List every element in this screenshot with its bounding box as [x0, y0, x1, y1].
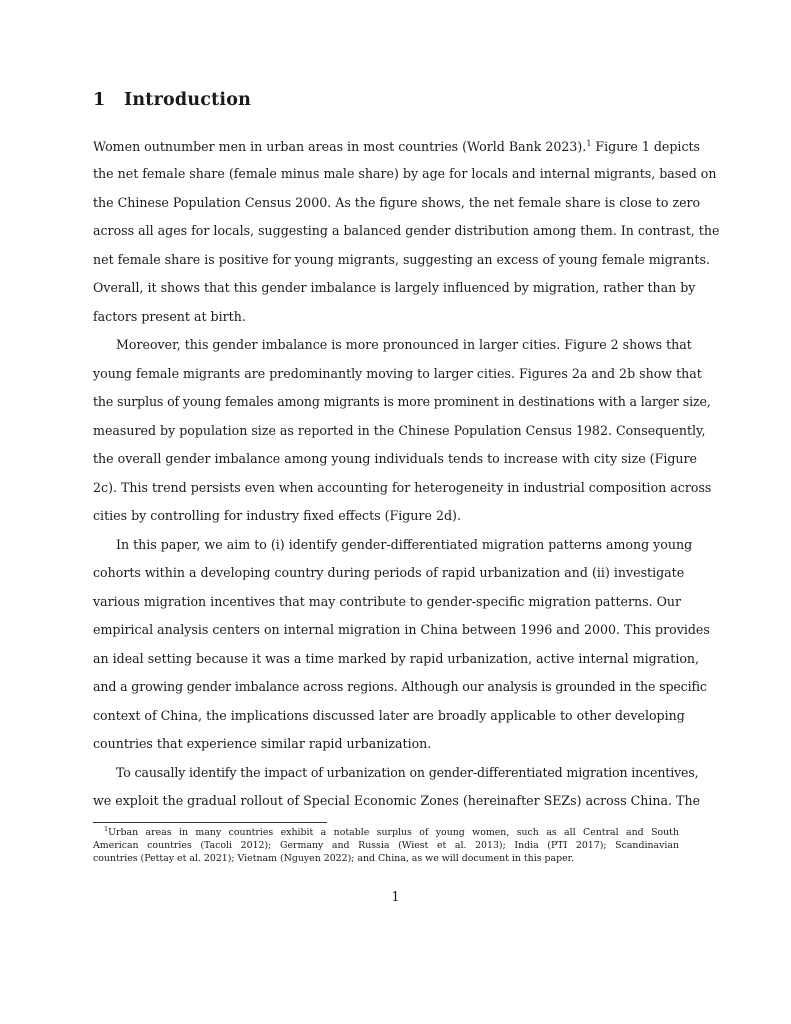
page-number: 1 — [391, 889, 400, 904]
paragraph-3-line-3: various migration incentives that may contribute to gender-specific migration patterns. Our — [93, 594, 682, 609]
paragraph-2-line-2: young female migrants are predominantly moving to larger cities. Figures 2a and 2b show that — [93, 366, 702, 381]
footnote-ref: 1 — [586, 139, 592, 148]
paragraph-2-line-7: cities by controlling for industry fixed effects (Figure 2d). — [93, 508, 461, 523]
paragraph-1-line-1-text-a: Women outnumber men in urban areas in most countries (World Bank 2023). — [93, 139, 587, 154]
paragraph-3-line-2: cohorts within a developing country during periods of rapid urbanization and (ii) investigate — [93, 565, 685, 580]
paragraph-1-line-4: across all ages for locals, suggesting a balanced gender distribution among them. In contrast, the — [93, 223, 720, 238]
paragraph-1-line-1 — [93, 139, 701, 155]
footnote-line-1-text: Urban areas in many countries exhibit a notable surplus of young women, such as all Central and South — [108, 827, 679, 838]
paragraph-3-line-6: and a growing gender imbalance across regions. Although our analysis is grounded in the specific — [93, 679, 707, 694]
paragraph-2-line-4: measured by population size as reported in the Chinese Population Census 1982. Consequently, — [93, 423, 706, 438]
paragraph-1-line-2: the net female share (female minus male share) by age for locals and internal migrants, based on — [93, 166, 717, 181]
paragraph-3-line-1: In this paper, we aim to (i) identify gender-differentiated migration patterns among young — [116, 537, 693, 552]
paragraph-1-line-7: factors present at birth. — [93, 309, 246, 324]
paragraph-3-line-7: context of China, the implications discussed later are broadly applicable to other developing — [93, 708, 685, 723]
section-title: Introduction — [124, 90, 252, 110]
paragraph-1-line-6: Overall, it shows that this gender imbalance is largely influenced by migration, rather than by — [93, 280, 696, 295]
footnote-line-3: countries (Pettay et al. 2021); Vietnam (Nguyen 2022); and China, as we will document in this paper. — [93, 853, 575, 864]
section-number: 1 — [93, 90, 106, 110]
paragraph-2-line-6: 2c). This trend persists even when accounting for heterogeneity in industrial composition across — [93, 480, 712, 495]
footnote-marker: 1 — [104, 825, 109, 833]
paragraph-2-line-1: Moreover, this gender imbalance is more pronounced in larger cities. Figure 2 shows that — [116, 337, 692, 352]
paragraph-4-line-2: we exploit the gradual rollout of Special Economic Zones (hereinafter SEZs) across China. The — [93, 793, 701, 808]
footnote-divider — [93, 822, 327, 823]
paragraph-2-line-3: the surplus of young females among migrants is more prominent in destinations with a larger size, — [93, 394, 711, 409]
paragraph-1-line-1-text-b: Figure 1 depicts — [591, 139, 701, 154]
paragraph-4-line-1: To causally identify the impact of urbanization on gender-differentiated migration incentives, — [116, 765, 699, 780]
paragraph-3-line-5: an ideal setting because it was a time marked by rapid urbanization, active internal migration, — [93, 651, 700, 666]
footnote-line-1 — [104, 826, 679, 839]
paragraph-1-line-3: the Chinese Population Census 2000. As the figure shows, the net female share is close to zero — [93, 195, 701, 210]
paragraph-3-line-8: countries that experience similar rapid urbanization. — [93, 736, 432, 751]
paragraph-3-line-4: empirical analysis centers on internal migration in China between 1996 and 2000. This provides — [93, 622, 710, 637]
footnote-line-2: American countries (Tacoli 2012); Germany and Russia (Wiest et al. 2013); India (PTI 2017); Scandinavian — [93, 840, 679, 851]
section-heading — [93, 90, 251, 110]
paragraph-1-line-5: net female share is positive for young migrants, suggesting an excess of young female migrants. — [93, 252, 710, 267]
paragraph-2-line-5: the overall gender imbalance among young individuals tends to increase with city size (Figure — [93, 451, 698, 466]
